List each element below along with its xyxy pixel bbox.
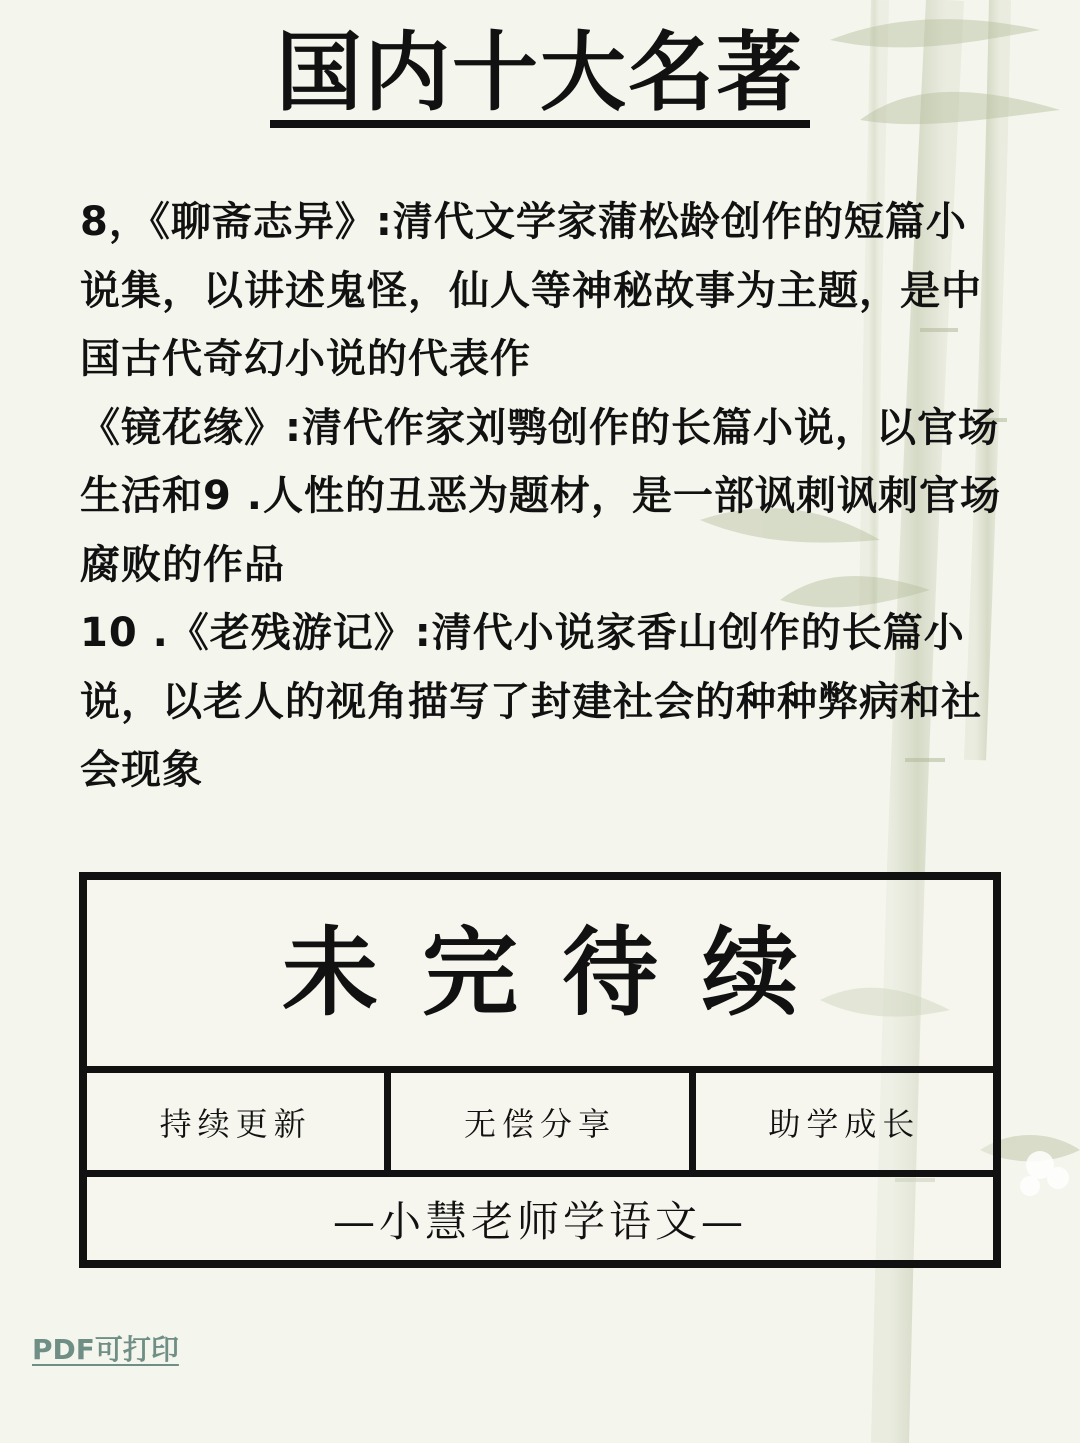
title-container — [0, 23, 1080, 128]
author-signature: —小慧老师学语文— — [332, 1196, 747, 1246]
page-title: 国内十大名著 — [270, 28, 810, 128]
feature-row — [87, 1073, 993, 1177]
feature-study-growth: 助学成长 — [689, 1073, 993, 1170]
article-body — [80, 188, 1005, 805]
paragraph-jinghuayuan: 《镜花缘》:清代作家刘鹗创作的长篇小说，以官场生活和9 .人性的丑恶为题材，是一部讽刺讽刺官场腐败的作品 — [80, 404, 1001, 588]
to-be-continued-heading: 未完待续 — [282, 916, 842, 1029]
box-heading-area — [87, 880, 993, 1073]
pdf-printable-note: PDF可打印 — [32, 1333, 179, 1366]
paragraph-liaozhai: 8，《聊斋志异》:清代文学家蒲松龄创作的短篇小说集，以讲述鬼怪，仙人等神秘故事为主题，是中国古代奇幻小说的代表作 — [80, 199, 982, 382]
feature-free-sharing: 无偿分享 — [384, 1073, 688, 1170]
feature-continuous-updates: 持续更新 — [159, 1104, 312, 1143]
paragraph-laocanyouji: 10 .《老残游记》:清代小说家香山创作的长篇小说，以老人的视角描写了封建社会的种种弊病和社会现象 — [80, 610, 982, 793]
to-be-continued-box — [79, 872, 1001, 1268]
